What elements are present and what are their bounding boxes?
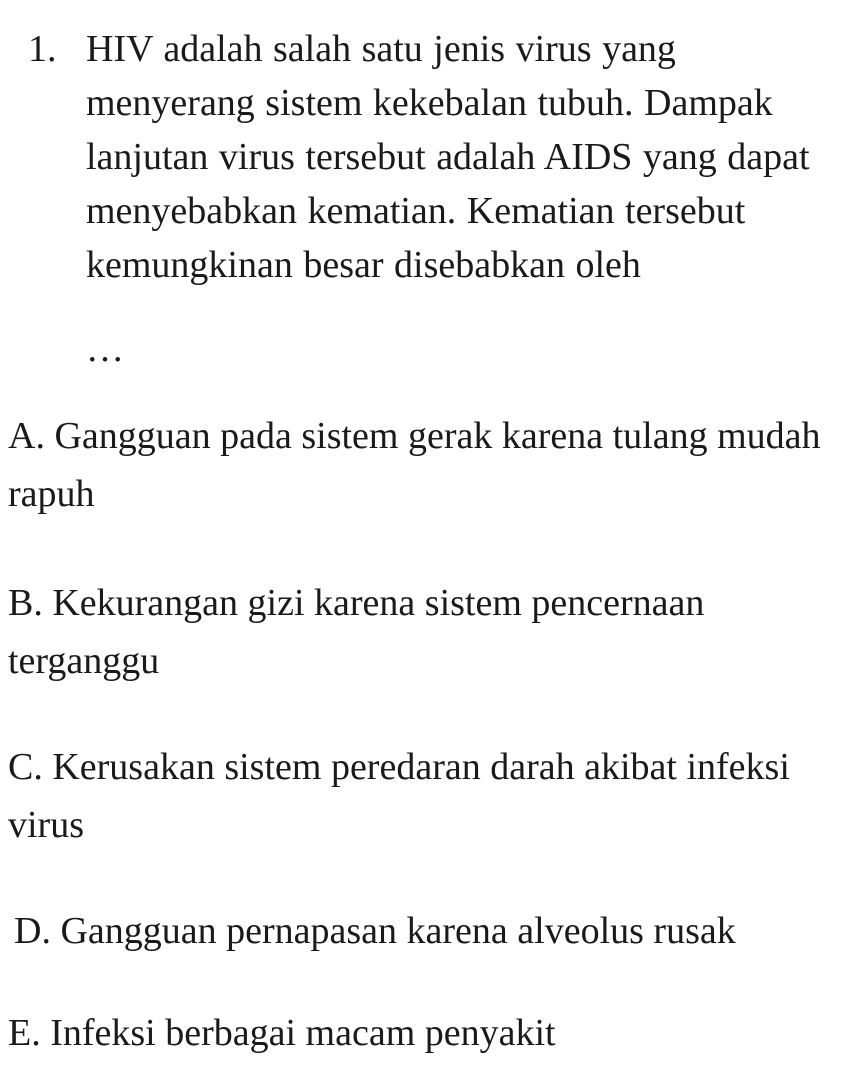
option-b[interactable]: B. Kekurangan gizi karena sistem pencernaan terganggu — [8, 582, 705, 682]
question-ellipsis: … — [86, 328, 124, 370]
option-a[interactable]: A. Gangguan pada sistem gerak karena tulang mudah rapuh — [8, 415, 821, 515]
question-number: 1. — [28, 28, 57, 70]
option-d[interactable]: D. Gangguan pernapasan karena alveolus rusak — [14, 910, 736, 952]
option-e[interactable]: E. Infeksi berbagai macam penyakit — [8, 1012, 556, 1054]
option-c[interactable]: C. Kerusakan sistem peredaran darah akibat infeksi virus — [8, 746, 790, 846]
question-text: HIV adalah salah satu jenis virus yang menyerang sistem kekebalan tubuh. Dampak lanjutan virus tersebut adalah AIDS yang dapat menyebabkan kematian. Kematian tersebut kemungkinan besar disebabkan oleh — [86, 28, 810, 286]
